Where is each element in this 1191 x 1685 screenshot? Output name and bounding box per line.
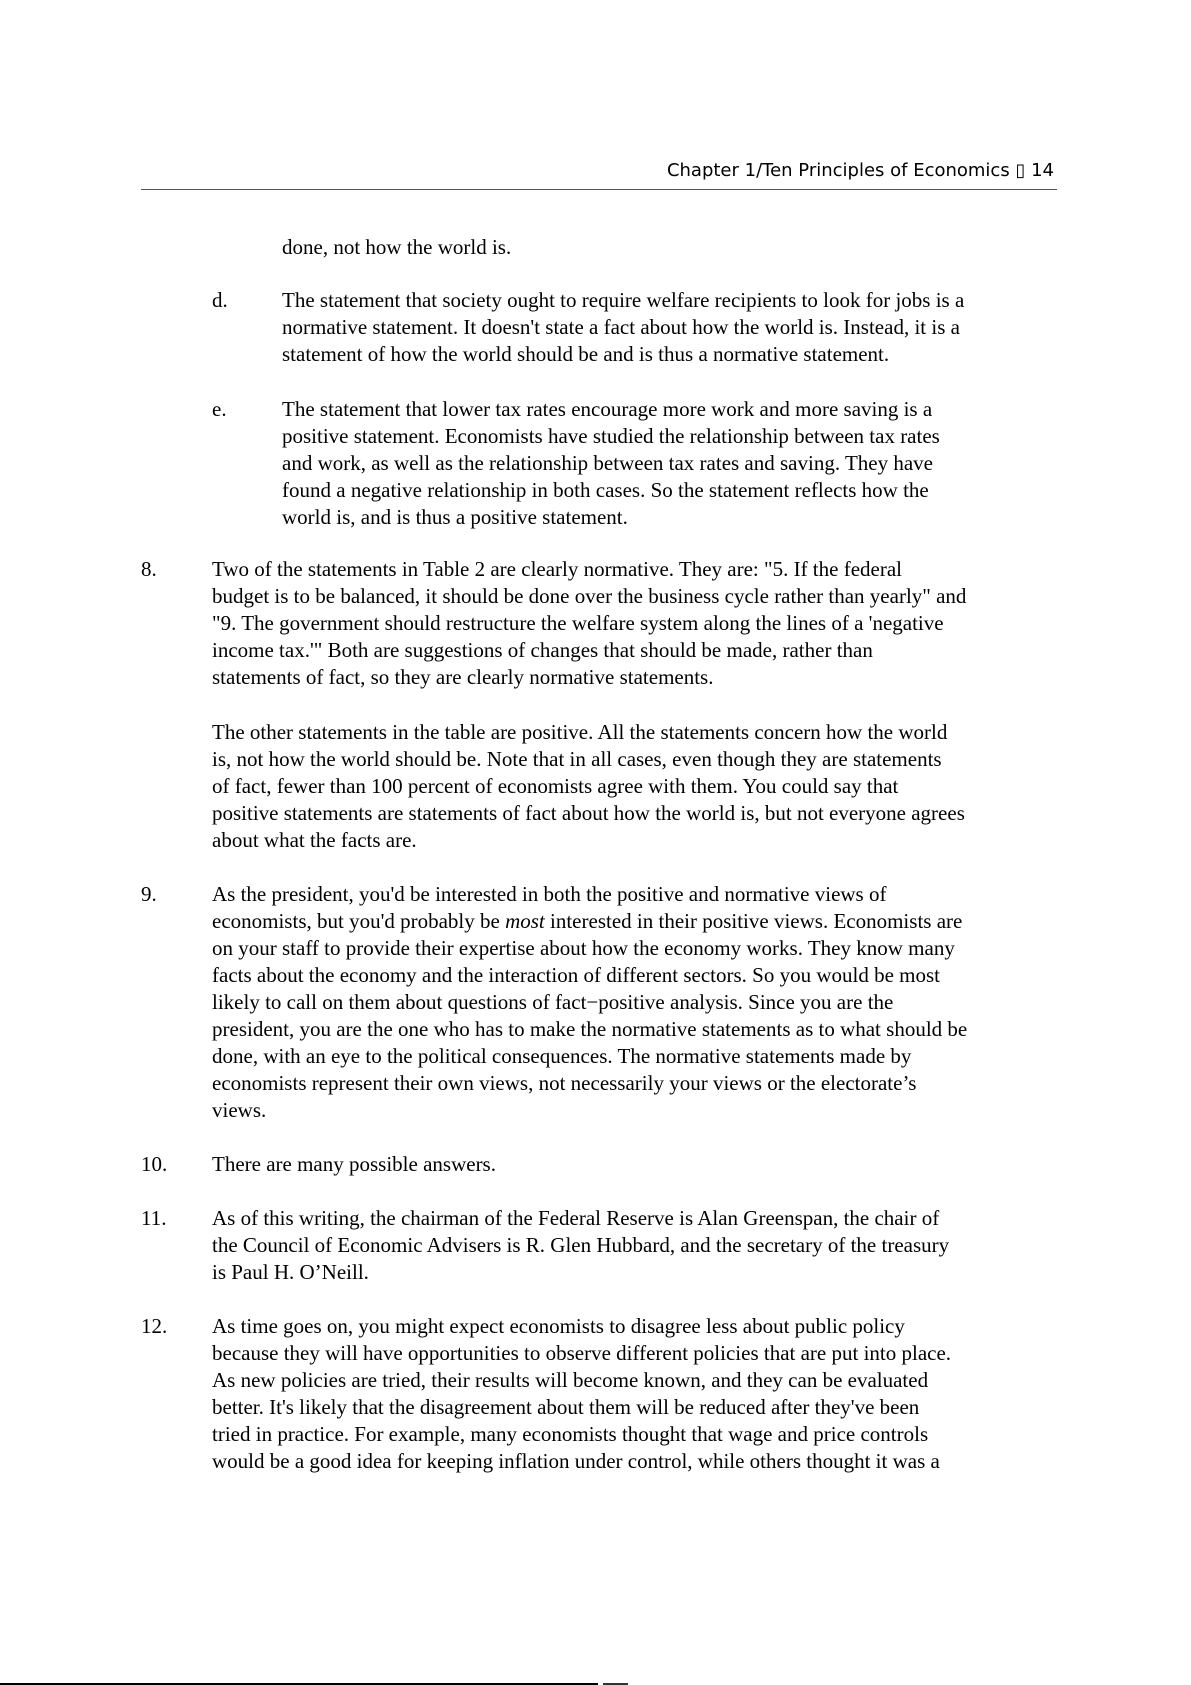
answer-10 xyxy=(212,1151,496,1178)
answer-e xyxy=(282,396,940,531)
text-line: president, you are the one who has to make the normative statements as to what should be xyxy=(212,1017,968,1041)
text-line: tried in practice. For example, many economists thought that wage and price controls xyxy=(212,1422,929,1446)
text-line: world is, and is thus a positive statement. xyxy=(282,505,628,529)
text-line: As of this writing, the chairman of the Federal Reserve is Alan Greenspan, the chair of xyxy=(212,1206,940,1230)
item-label-d: d. xyxy=(212,288,228,312)
question-number-10: 10. xyxy=(141,1152,168,1176)
text-line: better. It's likely that the disagreement about them will be reduced after they've been xyxy=(212,1395,920,1419)
answer-d xyxy=(282,287,964,368)
text-line: As time goes on, you might expect economists to disagree less about public policy xyxy=(212,1314,905,1338)
header-rule xyxy=(141,189,1057,190)
item-label-e: e. xyxy=(212,397,227,421)
text-line: because they will have opportunities to observe different policies that are put into place. xyxy=(212,1341,952,1365)
text-line: about what the facts are. xyxy=(212,828,417,852)
text-line: facts about the economy and the interaction of different sectors. So you would be most xyxy=(212,963,941,987)
text-line: "9. The government should restructure the welfare system along the lines of a 'negative xyxy=(212,611,944,635)
text-line: would be a good idea for keeping inflation under control, while others thought it was a xyxy=(212,1449,940,1473)
text-line: economists represent their own views, not necessarily your views or the electorate’s xyxy=(212,1071,917,1095)
text-line: positive statements are statements of fact about how the world is, but not everyone agrees xyxy=(212,801,965,825)
text-segment: economists, but you'd probably be xyxy=(212,909,506,933)
text-line: statement of how the world should be and is thus a normative statement. xyxy=(282,342,890,366)
running-header xyxy=(667,160,1054,181)
answer-8-paragraph-2 xyxy=(212,719,965,854)
text-line: of fact, fewer than 100 percent of economists agree with them. You could say that xyxy=(212,774,899,798)
text-line: positive statement. Economists have studied the relationship between tax rates xyxy=(282,424,940,448)
question-number-8: 8. xyxy=(141,557,157,581)
text-line: Two of the statements in Table 2 are clearly normative. They are: "5. If the federal xyxy=(212,557,902,581)
text-line: done, with an eye to the political consequences. The normative statements made by xyxy=(212,1044,912,1068)
text-line: the Council of Economic Advisers is R. Glen Hubbard, and the secretary of the treasury xyxy=(212,1233,950,1257)
text-line: The statement that society ought to require welfare recipients to look for jobs is a xyxy=(282,288,965,312)
text-line: is Paul H. O’Neill. xyxy=(212,1260,369,1284)
text-line xyxy=(212,908,967,935)
text-line: on your staff to provide their expertise about how the economy works. They know many xyxy=(212,936,955,960)
answer-11 xyxy=(212,1205,949,1286)
text-line: likely to call on them about questions of fact−positive analysis. Since you are the xyxy=(212,990,894,1014)
text-line: and work, as well as the relationship between tax rates and saving. They have xyxy=(282,451,933,475)
text-line: The other statements in the table are positive. All the statements concern how the world xyxy=(212,720,948,744)
text-line: budget is to be balanced, it should be done over the business cycle rather than yearly" and xyxy=(212,584,967,608)
text-line: statements of fact, so they are clearly normative statements. xyxy=(212,665,714,689)
text-line: The statement that lower tax rates encourage more work and more saving is a xyxy=(282,397,933,421)
text-line: is, not how the world should be. Note that in all cases, even though they are statements xyxy=(212,747,942,771)
text-line: normative statement. It doesn't state a fact about how the world is. Instead, it is a xyxy=(282,315,960,339)
answer-8 xyxy=(212,556,966,691)
text-line: income tax.'" Both are suggestions of changes that should be made, rather than xyxy=(212,638,873,662)
text-line: done, not how the world is. xyxy=(282,235,512,259)
text-segment: interested in their positive views. Economists are xyxy=(544,909,963,933)
question-number-12: 12. xyxy=(141,1314,168,1338)
header-title: Chapter 1/Ten Principles of Economics xyxy=(666,160,1010,181)
text-line: As the president, you'd be interested in both the positive and normative views of xyxy=(212,882,887,906)
missing-glyph-icon: ▯ xyxy=(1015,160,1026,181)
text-line: found a negative relationship in both cases. So the statement reflects how the xyxy=(282,478,929,502)
answer-12 xyxy=(212,1313,951,1475)
text-line: There are many possible answers. xyxy=(212,1152,496,1176)
answer-9 xyxy=(212,881,967,1124)
question-number-11: 11. xyxy=(141,1206,167,1230)
question-number-9: 9. xyxy=(141,882,157,906)
text-line: As new policies are tried, their results will become known, and they can be evaluated xyxy=(212,1368,929,1392)
emphasis-most: most xyxy=(505,909,545,933)
page-number: 14 xyxy=(1031,160,1054,181)
text-line: views. xyxy=(212,1098,267,1122)
continued-text xyxy=(282,234,511,261)
